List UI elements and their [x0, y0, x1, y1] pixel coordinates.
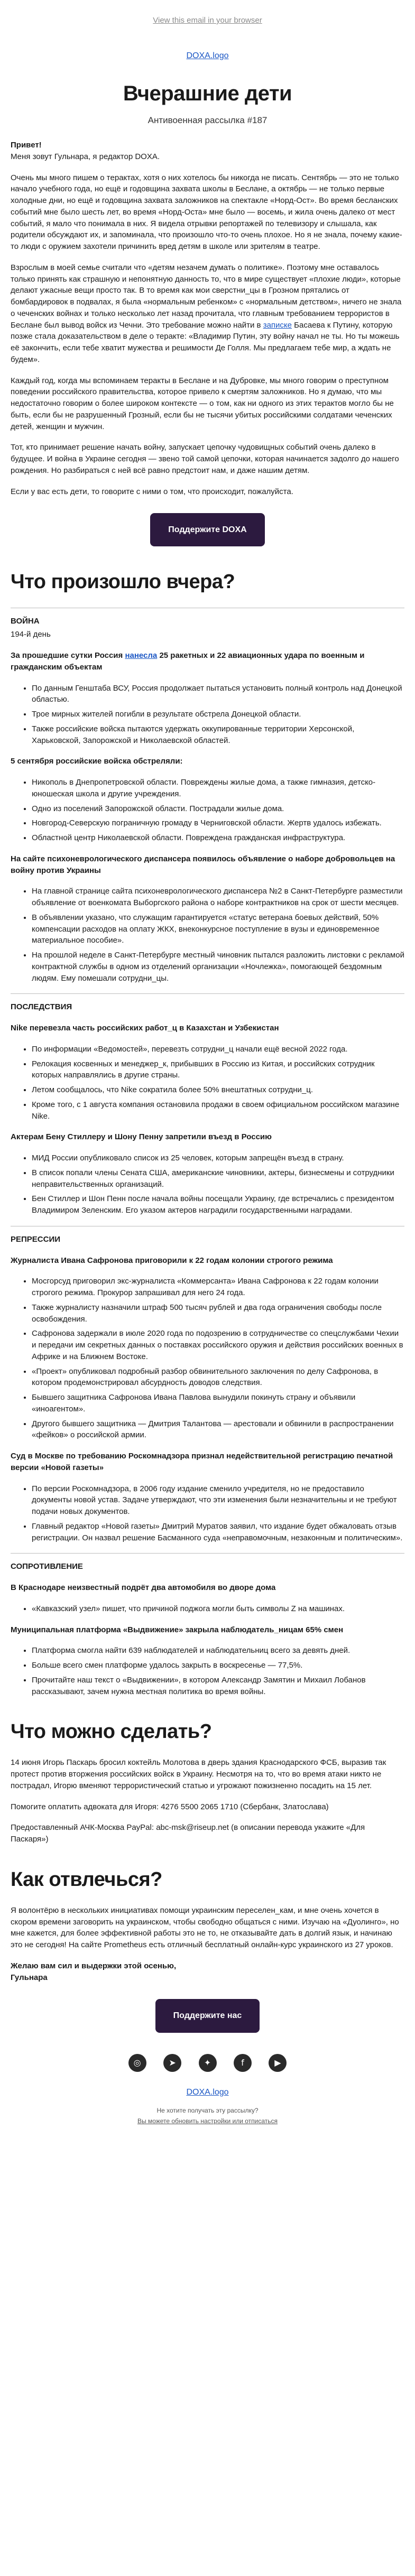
divider	[11, 1553, 404, 1554]
twitter-icon[interactable]: ✦	[199, 2054, 217, 2072]
main-content	[0, 140, 415, 2033]
facebook-icon[interactable]: f	[234, 2054, 252, 2072]
novaya-heading: Суд в Москве по требованию Роскомнадзора признал недействительной регистрацию печатной версии «Новой газеты»	[11, 1452, 393, 1472]
what-to-do-p1: 14 июня Игорь Паскарь бросил коктейль Молотова в дверь здания Краснодарского ФСБ, выразив так протест против вторжения российских войск в Украину. Несмотря на то, что во время атаки никто не пострадал, Игорю вменяют террористический статью и угрожают пожизненно посадить на 15 лет.	[11, 1758, 386, 1790]
list-item: • Бывшего защитника Сафронова Ивана Павлова вынудили покинуть страну и объявили «иноагентом».	[32, 1392, 404, 1415]
intro-p3-rest: Басаева к Путину, которую позже стала доказательством в деле о теракте: «Владимир Путин, эту войну начал не ты. Но ты можешь её закончить, если тебе хватит мужества и решимости Де Голля. Мы предлагаем тебе мир, а ждать не будем».	[11, 320, 400, 364]
view-in-browser-link[interactable]: View this email in your browser	[153, 16, 262, 25]
list-item: • В объявлении указано, что служащим гарантируется «статус ветерана боевых действий, 50% компенсации расходов на оплату ЖКХ, внеконкурсное поступление в вузы и единовременное материальное пособие».	[32, 912, 404, 946]
consequences-label: ПОСЛЕДСТВИЯ	[11, 1002, 72, 1012]
war-label: ВОЙНА	[11, 616, 40, 626]
section-yesterday-title: Что произошло вчера?	[11, 571, 235, 593]
attack-heading	[11, 650, 404, 673]
footer-doxa-logo-link[interactable]: DOXA.logo	[186, 2087, 229, 2097]
attack-list	[11, 683, 404, 747]
instagram-icon[interactable]: ◎	[128, 2054, 146, 2072]
shelling-heading: 5 сентября российские войска обстреляли:	[11, 757, 183, 766]
vydvizhenie-heading: Муниципальная платформа «Выдвижение» закрыла наблюдатель_ницам 65% смен	[11, 1625, 344, 1634]
list-item: • МИД России опубликовало список из 25 человек, которым запрещён въезд в страну.	[32, 1152, 404, 1164]
basaev-note-link[interactable]: записке	[263, 320, 292, 330]
list-item: • Кроме того, с 1 августа компания остановила продажи в своем официальном российском магазине Nike.	[32, 1099, 404, 1122]
list-item: • Также российские войска пытаются удержать оккупированные территории Херсонской, Харьковской, Запорожской и Николаевской областей.	[32, 723, 404, 747]
list-item: • Летом сообщалось, что Nike сократила более 50% внештатных сотрудни_ц.	[32, 1084, 404, 1096]
unsubscribe-link[interactable]: Вы можете обновить настройки или отписаться	[137, 2117, 278, 2125]
section-what-to-do-title: Что можно сделать?	[11, 1721, 212, 1743]
krasnodar-list	[11, 1603, 404, 1615]
bottom-spacer	[0, 2128, 415, 2149]
what-to-do-p3: Предоставленный АЧК-Москва PayPal: abc-msk@riseup.net (в описании перевода укажите «Для Паскаря»)	[11, 1823, 365, 1844]
footer-logo	[0, 2088, 415, 2097]
attack-heading-a: За прошедшие сутки Россия	[11, 651, 123, 661]
nike-list	[11, 1044, 404, 1122]
intro-p1: Меня зовут Гульнара, я редактор DOXA.	[11, 152, 160, 161]
intro-p3-text: Взрослым в моей семье считали что «детям незачем думать о политике». Поэтому мне оставалось только принять как страшную и непонятную данность то, что в мире существует «плохие люди», которые делают ужасные вещи просто так. В то время как мои сверстни_цы в Грозном прятались от бомбардировок в подвалах, я была «нормальным ребенком» с «нормальным детством», ничего не знала о чеченских войнах и только несколько лет назад прочитала, что главным требованием террористов в Беслане был вывод войск из Чечни. Это требование можно найти в	[11, 263, 402, 330]
list-item: • Больше всего смен платформе удалось закрыть в воскресенье — 77,5%.	[32, 1660, 404, 1671]
divider	[11, 993, 404, 994]
list-item: • Главный редактор «Новой газеты» Дмитрий Муратов заявил, что издание будет обжаловать отзыв регистрации. Он назвал решение Басманного суда «неправомочным, незаконным и политическим».	[32, 1521, 404, 1544]
list-item: • В список попали члены Сената США, американские чиновники, актеры, бизнесмены и сотрудники неправительственных организаций.	[32, 1167, 404, 1191]
list-item: • Сафронова задержали в июле 2020 года по подозрению в сотрудничестве со спецслужбами Чехии и передачи им секретных данных о поставках российского оружия и действия российских военных в Африке и на Ближнем Востоке.	[32, 1328, 404, 1362]
distract-p1: Я волонтёрю в нескольких инициативах помощи украинским переселен_кам, и мне очень хочется в скором времени заговорить на украинском, чтобы свободно общаться с ними. Изучаю на «Дуолинго», но мне кажется, для более эффективной работы это не то, не отказывайте дать в долгий язык, и начинаю это не сегодня! На сайте Prometheus есть отличный бесплатный онлайн-курс украинского из 27 уроков.	[11, 1905, 399, 1950]
war-day: 194-й день	[11, 630, 51, 639]
vydvizhenie-list	[11, 1645, 404, 1697]
safronov-heading: Журналиста Ивана Сафронова приговорили к 22 годам колонии строгого режима	[11, 1256, 333, 1265]
list-item: • Областной центр Николаевской области. Повреждена гражданская инфраструктура.	[32, 832, 404, 844]
support-us-button[interactable]: Поддержите нас	[155, 1999, 260, 2032]
intro-p2: Очень мы много пишем о терактах, хотя о них хотелось бы никогда не писать. Сентябрь — это не только начало учебного года, но ещё и годовщина захвата школы в Беслане, а октябрь — не только первые холодные дни, но ещё и годовщина захвата заложников на спектакле «Норд-Ост». Во время бесланских событий мне было шесть лет, во время «Норд-Оста» мне было — восемь, и жила очень далеко от мест событий, я мало что понимала в них. Я видела отрывки репортажей по телевизору и слышала, как родители обсуждают их, и запоминала, что произошло что-то очень плохое. Но я не знала, почему какие-то люди с оружием захотели причинить вред детям в школе или зрителям в театре.	[11, 173, 402, 251]
mercenaries-list	[11, 886, 404, 984]
attack-heading-b: 25 ракетных и 22 авиационных удара по военным и гражданским объектам	[11, 651, 365, 672]
shelling-list	[11, 777, 404, 844]
intro-p3	[11, 262, 404, 366]
issue-label: Антивоенная рассылка #187	[147, 115, 268, 125]
list-item: • Никополь в Днепропетровской области. Повреждены жилые дома, а также гимназия, детско-юношеская школа и другие учреждения.	[32, 777, 404, 800]
list-item: • Мосгорсуд приговорил экс-журналиста «Коммерсанта» Ивана Сафронова к 22 годам колонии строгого режима. Прокурор запрашивал для него 24 года.	[32, 1276, 404, 1299]
krasnodar-heading: В Краснодаре неизвестный подрёт два автомобиля во дворе дома	[11, 1583, 276, 1593]
what-to-do-p2: Помогите оплатить адвоката для Игоря: 4276 5500 2065 1710 (Сбербанк, Златослава)	[11, 1802, 329, 1811]
intro-p6: Если у вас есть дети, то говорите с ними о том, что происходит, пожалуйста.	[11, 487, 293, 496]
list-item: • На прошлой неделе в Санкт-Петербурге местный чиновник пытался разложить листовки с рекламой контрактной службы в одном из отделений организации «Ночлежка», помогающей бездомным людям. Ему помешали сотрудни_цы.	[32, 950, 404, 984]
intro-p4: Каждый год, когда мы вспоминаем теракты в Беслане и на Дубровке, мы много говорим о преступном поведении российского правительства, которое привело к смертям заложников. Но я думаю, что мы недостаточно говорим о более широком контексте — о том, как ни одного из этих терактов могло бы не быть, если бы не разрушенный Грозный, если бы не тысячи убитых российскими солдатами чеченских детей, женщин и мужчин.	[11, 376, 394, 431]
mercenaries-heading: На сайте психоневрологического диспансера появилось объявление о наборе добровольцев на войну против Украины	[11, 854, 395, 875]
novaya-list	[11, 1483, 404, 1544]
list-item: • На главной странице сайта психоневрологического диспансера №2 в Санкт-Петербурге разместили объявление от военкомата Выборгского района о наборе контрактников на срок от шести месяцев.	[32, 886, 404, 909]
list-item: • Релокация косвенных и менеджер_к, прибывших в Россию из Китая, и российских сотрудник которых направлялись в другие страны.	[32, 1058, 404, 1082]
list-item: • Одно из поселений Запорожской области. Пострадали жилые дома.	[32, 803, 404, 815]
list-item: • По информации «Ведомостей», перевезть сотрудни_ц начали ещё весной 2022 года.	[32, 1044, 404, 1055]
header-logo	[0, 35, 415, 71]
repressions-label: РЕПРЕССИИ	[11, 1234, 61, 1244]
footer-unsubscribe-line2	[0, 2117, 415, 2125]
actors-heading: Актерам Бену Стиллеру и Шону Пенну запретили въезд в Россию	[11, 1132, 272, 1142]
nike-heading: Nike перевезла часть российских работ_ц в Казахстан и Узбекистан	[11, 1024, 279, 1033]
browser-link-bar	[0, 0, 415, 35]
support-doxa-button[interactable]: Поддержите DOXA	[150, 513, 264, 546]
list-item: • Платформа смогла найти 639 наблюдателей и наблюдательниц всего за девять дней.	[32, 1645, 404, 1657]
list-item: • Трое мирных жителей погибли в результате обстрела Донецкой области.	[32, 709, 404, 720]
attack-link[interactable]: нанесла	[125, 651, 158, 661]
safronov-list	[11, 1276, 404, 1441]
list-item: • «Проект» опубликовал подробный разбор обвинительного заключения по делу Сафронова, в котором продемонстрировал абсурдность доводов следствия.	[32, 1366, 404, 1389]
list-item: • Бен Стиллер и Шон Пенн после начала войны посещали Украину, где встречались с президентом Владимиром Зеленским. Его указом актеров наградили государственными наградами.	[32, 1193, 404, 1216]
doxa-logo-link[interactable]: DOXA.logo	[186, 51, 229, 60]
list-item: • По версии Роскомнадзора, в 2006 году издание сменило учредителя, но не предоставило документы новой устав. Задаче утверждают, что эти изменения были незначительны и не требуют подачи новых документов.	[32, 1483, 404, 1518]
list-item: • Другого бывшего защитника — Дмитрия Талантова — арестовали и обвинили в распространении «фейков» о российской армии.	[32, 1418, 404, 1442]
footer-support-wrap	[11, 1999, 404, 2032]
social-links	[0, 2054, 415, 2072]
signature: Гульнара	[11, 1973, 48, 1982]
newsletter-title: Вчерашние дети	[123, 82, 292, 105]
telegram-icon[interactable]: ➤	[163, 2054, 181, 2072]
list-item: • «Кавказский узел» пишет, что причиной поджога могли быть символы Z на машинах.	[32, 1603, 404, 1615]
section-distract-title: Как отвлечься?	[11, 1868, 162, 1891]
wish-line: Желаю вам сил и выдержки этой осенью,	[11, 1961, 177, 1970]
resistance-label: СОПРОТИВЛЕНИЕ	[11, 1562, 83, 1571]
support-button-wrap	[11, 513, 404, 546]
list-item: • Также журналисту назначили штраф 500 тысяч рублей и два года ограничения свободы после освобождения.	[32, 1302, 404, 1325]
youtube-icon[interactable]: ▶	[269, 2054, 287, 2072]
list-item: • Прочитайте наш текст о «Выдвижении», в котором Александр Замятин и Михаил Лобанов рассказывают, зачем нужна местная политика во время войны.	[32, 1675, 404, 1698]
intro-p5: Тот, кто принимает решение начать войну, запускает цепочку чудовищных событий очень далеко в будущее. И война в Украине сегодня — звено той самой цепочки, которая начинается задолго до нашего рождения. Но разбираться с ней всё равно предстоит нам, и даже нашим детям.	[11, 443, 399, 475]
greeting: Привет!	[11, 141, 42, 150]
list-item: • По данным Генштаба ВСУ, Россия продолжает пытаться установить полный контроль над Донецкой областью.	[32, 683, 404, 706]
actors-list	[11, 1152, 404, 1216]
list-item: • Новгород-Северскую пограничную громаду в Черниговской области. Жертв удалось избежать.	[32, 817, 404, 829]
footer-unsubscribe-line1: Не хотите получать эту рассылку?	[156, 2106, 259, 2114]
